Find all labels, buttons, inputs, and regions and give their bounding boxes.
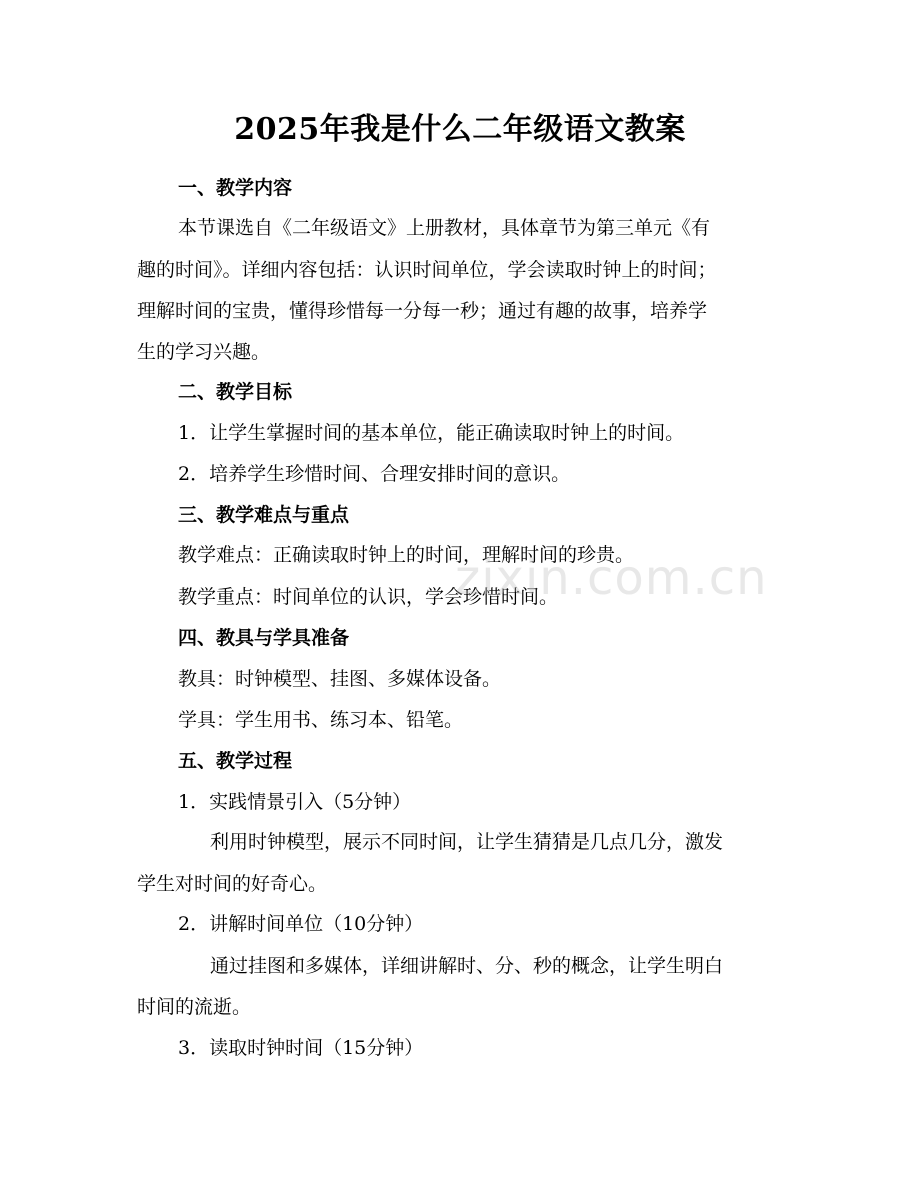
teacher-materials-text: 教具：时钟模型、挂图、多媒体设备。 [178, 668, 502, 690]
section-heading-difficulty: 三、教学难点与重点 [178, 504, 350, 526]
paragraph-line: 本节课选自《二年级语文》上册教材，具体章节为第三单元《有 [178, 217, 711, 239]
difficulty-text: 教学难点：正确读取时钟上的时间，理解时间的珍贵。 [178, 544, 635, 566]
paragraph-line: 学生对时间的好奇心。 [137, 873, 328, 895]
section-heading-objectives: 二、教学目标 [178, 381, 293, 403]
paragraph-line: 理解时间的宝贵，懂得珍惜每一分每一秒；通过有趣的故事，培养学 [137, 300, 708, 322]
list-item: 2．培养学生珍惜时间、合理安排时间的意识。 [178, 463, 571, 485]
step-title: 1．实践情景引入（5分钟） [178, 791, 412, 813]
paragraph-line: 利用时钟模型，展示不同时间，让学生猜猜是几点几分，激发 [210, 831, 724, 853]
section-heading-materials: 四、教具与学具准备 [178, 627, 350, 649]
paragraph-line: 时间的流逝。 [137, 996, 252, 1018]
watermark-text: zixin.com.cn [455, 550, 768, 606]
paragraph-line: 生的学习兴趣。 [137, 341, 271, 363]
key-point-text: 教学重点：时间单位的认识，学会珍惜时间。 [178, 586, 559, 608]
student-materials-text: 学具：学生用书、练习本、铅笔。 [178, 709, 464, 731]
step-title: 3．读取时钟时间（15分钟） [178, 1037, 424, 1059]
document-title: 2025年我是什么二年级语文教案 [234, 112, 686, 147]
section-heading-content: 一、教学内容 [178, 177, 293, 199]
paragraph-line: 通过挂图和多媒体，详细讲解时、分、秒的概念，让学生明白 [210, 955, 724, 977]
section-heading-process: 五、教学过程 [178, 750, 293, 772]
paragraph-line: 趣的时间》。详细内容包括：认识时间单位，学会读取时钟上的时间； [137, 259, 717, 281]
list-item: 1．让学生掌握时间的基本单位，能正确读取时钟上的时间。 [178, 422, 685, 444]
step-title: 2．讲解时间单位（10分钟） [178, 913, 424, 935]
